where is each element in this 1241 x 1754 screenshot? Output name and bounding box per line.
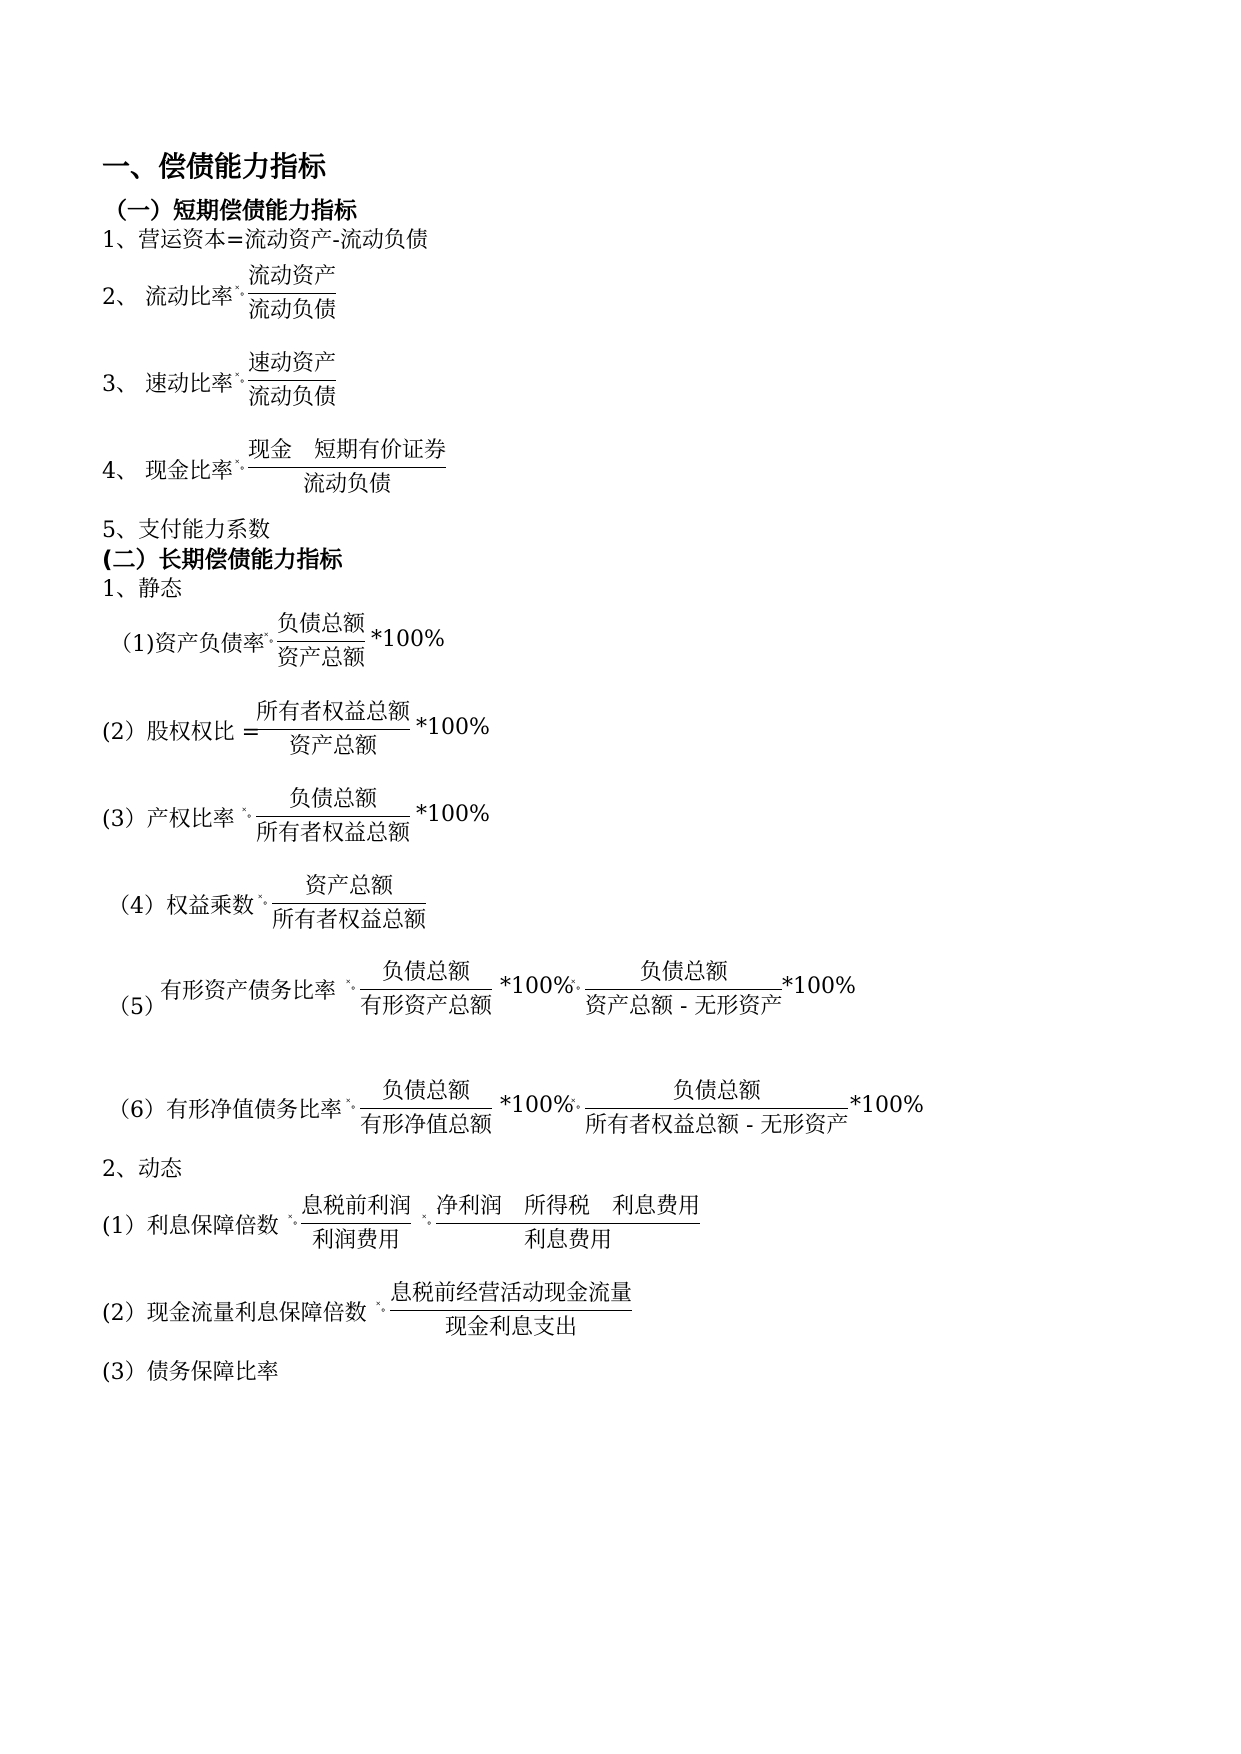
item-working-capital: 1、营运资本=流动资产-流动负债 <box>102 228 428 253</box>
denominator: 资产总额 <box>289 734 378 759</box>
label-debt-asset-ratio: （1)资产负债率 <box>110 632 265 657</box>
item-number-5: （5） <box>108 995 166 1020</box>
fraction-equity-ratio <box>256 698 410 762</box>
numerator: 息税前经营活动现金流量 <box>390 1281 633 1306</box>
denominator: 利息费用 <box>524 1228 613 1253</box>
percent-suffix: *100% <box>500 1093 574 1118</box>
subsection-dynamic: 2、动态 <box>102 1157 182 1182</box>
label-equity-multiplier: （4）权益乘数 <box>108 894 254 919</box>
percent-suffix: *100% <box>500 974 574 999</box>
fraction-tangible-net-worth-debt-ratio-alt <box>585 1077 848 1141</box>
numerator: 负债总额 <box>277 612 366 637</box>
denominator: 有形资产总额 <box>360 994 493 1019</box>
numerator: 负债总额 <box>382 960 471 985</box>
denominator: 现金利息支出 <box>445 1315 578 1340</box>
numerator: 息税前利润 <box>301 1194 412 1219</box>
numerator: 负债总额 <box>672 1079 761 1104</box>
label-current-ratio: 2、 流动比率 <box>102 285 233 310</box>
equals-symbol: ˟˳ <box>346 1096 356 1109</box>
percent-suffix: *100% <box>416 715 490 740</box>
label-interest-coverage: (1）利息保障倍数 <box>102 1214 279 1239</box>
denominator: 流动负债 <box>248 298 337 323</box>
percent-suffix: *100% <box>371 627 445 652</box>
label-cash-interest-coverage: (2）现金流量利息保障倍数 <box>102 1301 367 1326</box>
fraction-debt-asset-ratio <box>277 610 365 674</box>
equals-symbol: ˟˳ <box>571 977 581 990</box>
fraction-bar <box>360 989 492 990</box>
label-tangible-asset-debt-ratio: 有形资产债务比率 <box>160 979 337 1004</box>
equals-symbol: ˟˳ <box>346 977 356 990</box>
fraction-bar <box>248 380 336 381</box>
fraction-tangible-asset-debt-ratio-alt <box>585 958 782 1022</box>
denominator: 所有者权益总额 <box>256 821 411 846</box>
label-cash-ratio: 4、 现金比率 <box>102 459 233 484</box>
equals-symbol: ˟˳ <box>235 370 245 383</box>
numerator: 负债总额 <box>639 960 728 985</box>
fraction-cash-interest-coverage <box>390 1279 632 1343</box>
denominator: 资产总额 - 无形资产 <box>585 994 783 1019</box>
denominator: 所有者权益总额 - 无形资产 <box>585 1113 849 1138</box>
fraction-bar <box>256 729 410 730</box>
fraction-bar <box>256 816 410 817</box>
numerator: 现金 短期有价证券 <box>248 438 447 463</box>
equals-symbol: ˟˳ <box>235 283 245 296</box>
page-title: 一、偿债能力指标 <box>102 150 327 183</box>
fraction-bar <box>272 903 426 904</box>
fraction-bar <box>585 989 782 990</box>
equals-symbol: ˟˳ <box>288 1212 298 1225</box>
item-debt-coverage-ratio: (3）债务保障比率 <box>102 1360 279 1385</box>
fraction-bar <box>390 1310 632 1311</box>
fraction-current-ratio <box>248 262 336 326</box>
fraction-bar <box>248 467 446 468</box>
fraction-bar <box>360 1108 492 1109</box>
fraction-interest-coverage <box>301 1192 411 1256</box>
equals-symbol: ˟˳ <box>258 892 268 905</box>
label-quick-ratio: 3、 速动比率 <box>102 372 233 397</box>
section-title-short-term: （一）短期偿债能力指标 <box>104 198 357 224</box>
equals-symbol: ˟˳ <box>235 457 245 470</box>
numerator: 流动资产 <box>248 264 337 289</box>
fraction-bar <box>436 1223 700 1224</box>
equals-symbol: ˟˳ <box>264 630 274 643</box>
percent-suffix: *100% <box>850 1093 924 1118</box>
label-equity-ratio: (2）股权权比 = <box>102 720 261 745</box>
numerator: 负债总额 <box>382 1079 471 1104</box>
fraction-bar <box>585 1108 848 1109</box>
equals-symbol: ˟˳ <box>571 1096 581 1109</box>
numerator: 所有者权益总额 <box>256 700 411 725</box>
denominator: 利润费用 <box>312 1228 401 1253</box>
percent-suffix: *100% <box>782 974 856 999</box>
fraction-interest-coverage-alt <box>436 1192 700 1256</box>
denominator: 有形净值总额 <box>360 1113 493 1138</box>
equals-symbol: ˟˳ <box>376 1299 386 1312</box>
equals-symbol: ˟˳ <box>422 1212 432 1225</box>
section-title-long-term: (二）长期偿债能力指标 <box>102 547 343 573</box>
label-debt-equity-ratio: (3）产权比率 <box>102 807 235 832</box>
item-payment-capacity: 5、支付能力系数 <box>102 518 270 543</box>
percent-suffix: *100% <box>416 802 490 827</box>
denominator: 流动负债 <box>248 385 337 410</box>
equals-symbol: ˟˳ <box>242 805 252 818</box>
denominator: 资产总额 <box>277 646 366 671</box>
numerator: 资产总额 <box>305 874 394 899</box>
fraction-quick-ratio <box>248 349 336 413</box>
label-tangible-net-worth-debt-ratio: （6）有形净值债务比率 <box>108 1098 342 1123</box>
numerator: 净利润 所得税 利息费用 <box>436 1194 701 1219</box>
denominator: 流动负债 <box>303 472 392 497</box>
subsection-static: 1、静态 <box>102 577 182 602</box>
fraction-tangible-net-worth-debt-ratio <box>360 1077 492 1141</box>
fraction-bar <box>301 1223 411 1224</box>
fraction-bar <box>248 293 336 294</box>
fraction-equity-multiplier <box>272 872 426 936</box>
fraction-bar <box>277 641 365 642</box>
fraction-cash-ratio <box>248 436 446 500</box>
denominator: 所有者权益总额 <box>272 908 427 933</box>
numerator: 速动资产 <box>248 351 337 376</box>
fraction-debt-equity-ratio <box>256 785 410 849</box>
numerator: 负债总额 <box>289 787 378 812</box>
fraction-tangible-asset-debt-ratio <box>360 958 492 1022</box>
